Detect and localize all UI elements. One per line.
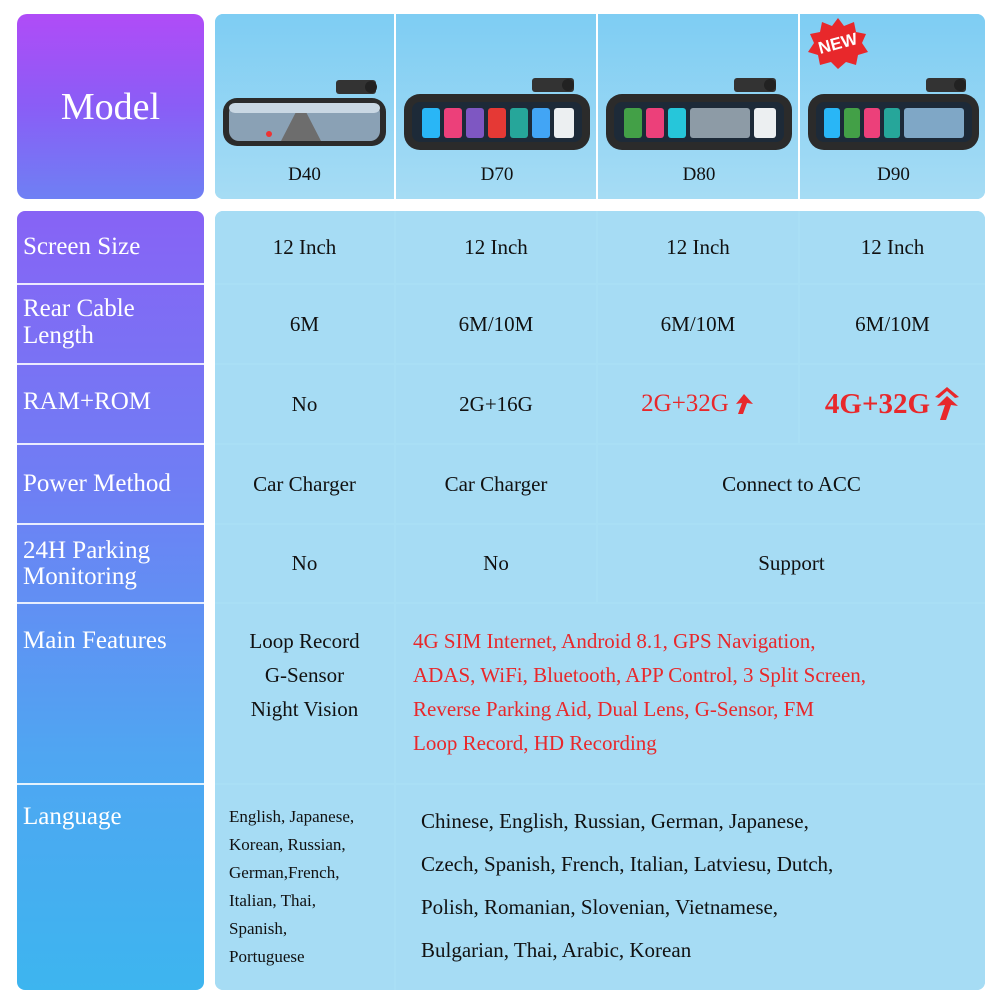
model-header [17, 14, 204, 199]
comparison-table [215, 211, 985, 990]
power-method-d80-d90: Connect to ACC [598, 445, 985, 523]
divider [17, 783, 204, 785]
ram-rom-d70: 2G+16G [396, 365, 596, 443]
language-line: Chinese, English, Russian, German, Japanese, [421, 809, 809, 833]
dashcam-mirror-image [604, 76, 794, 154]
language-line: Portuguese [229, 947, 305, 966]
divider [17, 363, 204, 365]
screen-size-d70: 12 Inch [396, 211, 596, 283]
power-method-d40: Car Charger [215, 445, 394, 523]
label-screen-size: Screen Size [23, 233, 141, 260]
divider [17, 443, 204, 445]
new-badge-text: NEW [816, 29, 860, 58]
ram-rom-d80: 2G+32G [641, 390, 729, 417]
model-name-d80: D80 [682, 164, 716, 185]
rear-cable-d70: 6M/10M [396, 285, 596, 363]
label-power-method: Power Method [23, 470, 171, 497]
parking-d40: No [215, 525, 394, 602]
language-line: Korean, Russian, [229, 835, 346, 854]
dashcam-mirror-image [402, 76, 592, 154]
parking-d70: No [396, 525, 596, 602]
dashcam-mirror-image [806, 76, 981, 154]
divider [17, 523, 204, 525]
feature-line: ADAS, WiFi, Bluetooth, APP Control, 3 Split Screen, [413, 663, 867, 687]
label-main-features: Main Features [23, 627, 167, 654]
ram-rom-d90: 4G+32G [824, 387, 931, 420]
double-upgrade-arrow-icon [934, 386, 960, 422]
language-line: Italian, Thai, [229, 891, 317, 910]
language-line: English, Japanese, [229, 807, 355, 826]
screen-size-d80: 12 Inch [598, 211, 798, 283]
divider [17, 283, 204, 285]
language-d40 [215, 785, 394, 990]
model-name-d70: D70 [480, 164, 514, 185]
feature-item: Night Vision [250, 697, 359, 721]
label-ram-rom: RAM+ROM [23, 388, 152, 415]
language-line: Spanish, [229, 919, 288, 938]
label-parking-line1: 24H Parking [23, 537, 151, 564]
model-column-d70 [394, 14, 598, 199]
divider [17, 602, 204, 604]
parking-d80-d90: Support [598, 525, 985, 602]
feature-item: G-Sensor [264, 663, 345, 687]
language-line: Bulgarian, Thai, Arabic, Korean [421, 938, 692, 962]
model-name-d40: D40 [288, 164, 321, 185]
model-column-d80 [596, 14, 800, 199]
rear-cable-d90: 6M/10M [800, 285, 985, 363]
language-line: Czech, Spanish, French, Italian, Latviesu, Dutch, [421, 852, 834, 876]
ram-rom-d90-cell [800, 365, 985, 443]
screen-size-d40: 12 Inch [215, 211, 394, 283]
feature-line: Reverse Parking Aid, Dual Lens, G-Sensor, FM [413, 697, 815, 721]
language-line: Polish, Romanian, Slovenian, Vietnamese, [421, 895, 779, 919]
ram-rom-d80-cell [598, 365, 798, 443]
language-line: German,French, [229, 863, 340, 882]
screen-size-d90: 12 Inch [800, 211, 985, 283]
upgrade-arrow-icon [733, 392, 755, 416]
features-others [396, 604, 985, 783]
label-language: Language [23, 803, 122, 830]
label-rear-cable-line2: Length [23, 322, 94, 349]
dashcam-mirror-image [221, 76, 388, 154]
feature-line: 4G SIM Internet, Android 8.1, GPS Navigation, [413, 629, 816, 653]
language-others [396, 785, 985, 990]
models-header-row [215, 14, 985, 199]
row-labels-column [17, 211, 204, 990]
label-rear-cable-line1: Rear Cable [23, 295, 135, 322]
model-label: Model [60, 85, 161, 128]
model-name-d90: D90 [877, 164, 910, 185]
features-d40 [215, 604, 394, 783]
feature-line: Loop Record, HD Recording [413, 731, 657, 755]
label-parking-line2: Monitoring [23, 563, 137, 590]
rear-cable-d80: 6M/10M [598, 285, 798, 363]
model-column-d90 [798, 14, 985, 199]
power-method-d70: Car Charger [396, 445, 596, 523]
feature-item: Loop Record [249, 629, 360, 653]
model-column-d40 [215, 14, 394, 199]
new-badge-icon [804, 16, 872, 70]
ram-rom-d40: No [215, 365, 394, 443]
rear-cable-d40: 6M [215, 285, 394, 363]
